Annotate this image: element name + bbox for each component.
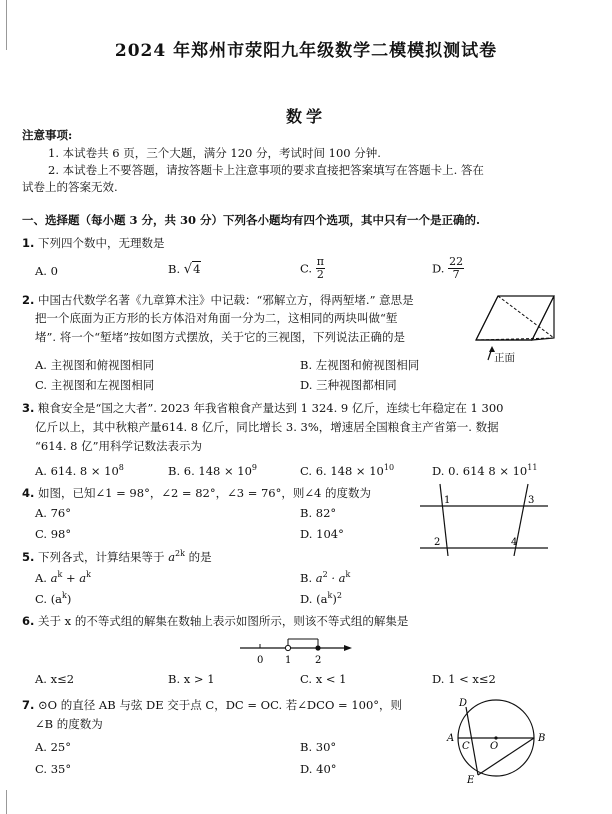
option-label: B. — [168, 262, 181, 276]
notice-line-2: 2. 本试卷上不要答题，请按答题卡上注意事项的要求直接把答案填写在答题卡上. 答在 — [48, 163, 484, 177]
paren: ) — [332, 591, 337, 606]
option-base: D. 0. 614 8 × 10 — [432, 463, 528, 478]
q5-option-c — [35, 591, 71, 606]
fraction-numerator: 22 — [449, 255, 464, 268]
q1-option-d — [432, 256, 464, 281]
option-label: C. (a — [35, 591, 63, 606]
question-5 — [22, 549, 212, 565]
notice-line-3: 试卷上的答案无效. — [22, 180, 118, 194]
question-text: 下列四个数中，无理数是 — [38, 236, 165, 250]
question-2-line-3: 堵”. 将一个“堑堵”按如图方式摆放，关于它的三视图，下列说法正确的是 — [35, 330, 405, 344]
prism-front-label: 正面 — [494, 352, 515, 364]
exponent: 11 — [527, 463, 538, 472]
question-1 — [22, 235, 165, 251]
question-7-line-2: ∠B 的度数为 — [35, 717, 103, 731]
q4-option-b: B. 82° — [300, 506, 337, 520]
exponent: 2 — [322, 570, 328, 579]
variable: · a — [327, 570, 346, 585]
question-number: 6. — [22, 614, 35, 628]
question-text: 的是 — [184, 550, 212, 564]
q7-option-c: C. 35° — [35, 762, 72, 776]
question-number: 5. — [22, 550, 35, 564]
option-label: D. (a — [300, 591, 328, 606]
prism-figure — [470, 290, 560, 370]
question-number: 3. — [22, 401, 35, 415]
point-label-a: A — [447, 733, 455, 744]
q6-option-c: C. x < 1 — [300, 672, 347, 686]
exponent: 2 — [336, 591, 342, 600]
point-label-e: E — [467, 775, 475, 784]
q2-option-d: D. 三种视图都相同 — [300, 378, 397, 392]
q7-option-d: D. 40° — [300, 762, 337, 776]
question-6 — [22, 613, 408, 629]
circle-figure — [440, 692, 556, 784]
q3-option-c — [300, 463, 394, 478]
exponent: k — [57, 570, 63, 579]
point-label-o: O — [490, 741, 499, 752]
point-label-d: D — [459, 698, 468, 709]
notice-heading: 注意事项: — [22, 128, 73, 142]
variable: + a — [62, 570, 87, 585]
question-3-line-2: 亿斤以上，其中秋粮产量614. 8 亿斤，同比增长 3. 3%，增速居全国粮食主产省第一. 数据 — [35, 420, 499, 434]
question-text-line-1: 粮食安全是“国之大者”. 2023 年我省粮食产量达到 1 324. 9 亿斤，连续七年稳定在 1 300 — [38, 401, 504, 415]
variable: a — [50, 570, 58, 585]
question-number: 2. — [22, 293, 35, 307]
option-base: C. 6. 148 × 10 — [300, 463, 384, 478]
section-1-heading: 一、选择题（每小题 3 分，共 30 分）下列各小题均有四个选项，其中只有一个是正确的. — [22, 213, 481, 227]
q6-option-a: A. x≤2 — [35, 672, 75, 686]
variable: a — [315, 570, 323, 585]
q2-option-c: C. 主视图和左视图相同 — [35, 378, 155, 392]
page-edge-mark — [6, 790, 7, 814]
question-text-line-1: ⊙O 的直径 AB 与弦 DE 交于点 C，DC = OC. 若∠DCO = 100°，则 — [38, 698, 403, 712]
q2-option-a: A. 主视图和俯视图相同 — [35, 358, 155, 372]
parallel-lines-figure — [418, 482, 552, 556]
variable: a — [168, 550, 176, 564]
option-label: C. — [300, 261, 313, 276]
question-2 — [22, 292, 414, 308]
axis-arrow-icon — [344, 645, 352, 651]
q4-option-a: A. 76° — [35, 506, 71, 520]
point-label-b: B — [538, 733, 546, 744]
q5-option-b — [300, 570, 350, 585]
q2-option-b: B. 左视图和俯视图相同 — [300, 358, 420, 372]
notice-line-1: 1. 本试卷共 6 页，三个大题，满分 120 分，考试时间 100 分钟. — [48, 146, 381, 160]
exponent: k — [86, 570, 92, 579]
question-text: 如图，已知∠1 = 98°，∠2 = 82°，∠3 = 76°，则∠4 的度数为 — [38, 486, 371, 500]
tick-label-0: 0 — [257, 655, 264, 666]
q5-option-d — [300, 591, 342, 606]
exponent: 8 — [118, 463, 124, 472]
question-number: 1. — [22, 236, 35, 250]
angle-label-1: 1 — [444, 495, 451, 506]
q1-option-b — [168, 262, 201, 277]
option-label: A. — [35, 570, 51, 585]
fraction-numerator: π — [316, 255, 324, 268]
question-number: 4. — [22, 486, 35, 500]
subject-title: 数学 — [285, 107, 326, 126]
q5-option-a — [35, 570, 91, 585]
angle-label-3: 3 — [528, 495, 535, 506]
option-label: D. — [432, 261, 445, 276]
q7-option-b: B. 30° — [300, 740, 337, 754]
q7-option-a: A. 25° — [35, 740, 71, 754]
exponent: k — [345, 570, 351, 579]
point-label-c: C — [462, 741, 470, 752]
exponent: k — [62, 591, 67, 600]
question-3-line-3: “614. 8 亿”用科学记数法表示为 — [35, 439, 202, 453]
q6-option-b: B. x > 1 — [168, 672, 215, 686]
question-2-line-2: 把一个底面为正方形的长方体沿对角面一分为二，这相同的两块叫做“堑 — [35, 311, 398, 325]
q4-option-c: C. 98° — [35, 527, 72, 541]
question-3 — [22, 400, 503, 416]
exponent: 9 — [251, 463, 258, 472]
option-label: B. — [300, 570, 316, 585]
question-number: 7. — [22, 698, 35, 712]
q1-option-c — [300, 256, 325, 281]
question-text: 下列各式，计算结果等于 — [38, 550, 169, 564]
option-base: A. 614. 8 × 10 — [35, 463, 119, 478]
radicand: 4 — [193, 262, 201, 276]
q1-option-a: A. 0 — [35, 264, 58, 278]
q4-option-d: D. 104° — [300, 527, 344, 541]
exponent: 10 — [383, 463, 395, 472]
tick-label-2: 2 — [315, 655, 322, 666]
q3-option-d — [432, 463, 537, 478]
question-text: 关于 x 的不等式组的解集在数轴上表示如图所示，则该不等式组的解集是 — [38, 614, 409, 628]
q3-option-b — [168, 463, 257, 478]
angle-label-4: 4 — [511, 537, 518, 548]
angle-label-2: 2 — [434, 537, 441, 548]
q6-option-d: D. 1 < x≤2 — [432, 672, 496, 686]
exponent: k — [327, 591, 333, 600]
sqrt-icon: √ — [183, 262, 193, 277]
exponent: 2k — [175, 549, 185, 559]
question-4 — [22, 485, 371, 501]
fraction-denominator: 7 — [452, 268, 460, 281]
fraction-denominator: 2 — [316, 268, 324, 281]
option-base: B. 6. 148 × 10 — [168, 463, 252, 478]
paren: ) — [66, 591, 72, 606]
tick-label-1: 1 — [285, 655, 292, 666]
q3-option-a — [35, 463, 124, 478]
number-line-figure — [236, 636, 356, 670]
question-text-line-1: 中国古代数学名著《九章算术注》中记载：“邪解立方，得两堑堵.” 意思是 — [38, 293, 414, 307]
question-7 — [22, 697, 402, 713]
exam-title: 2024 年郑州市荥阳九年级数学二模模拟测试卷 — [114, 41, 498, 61]
